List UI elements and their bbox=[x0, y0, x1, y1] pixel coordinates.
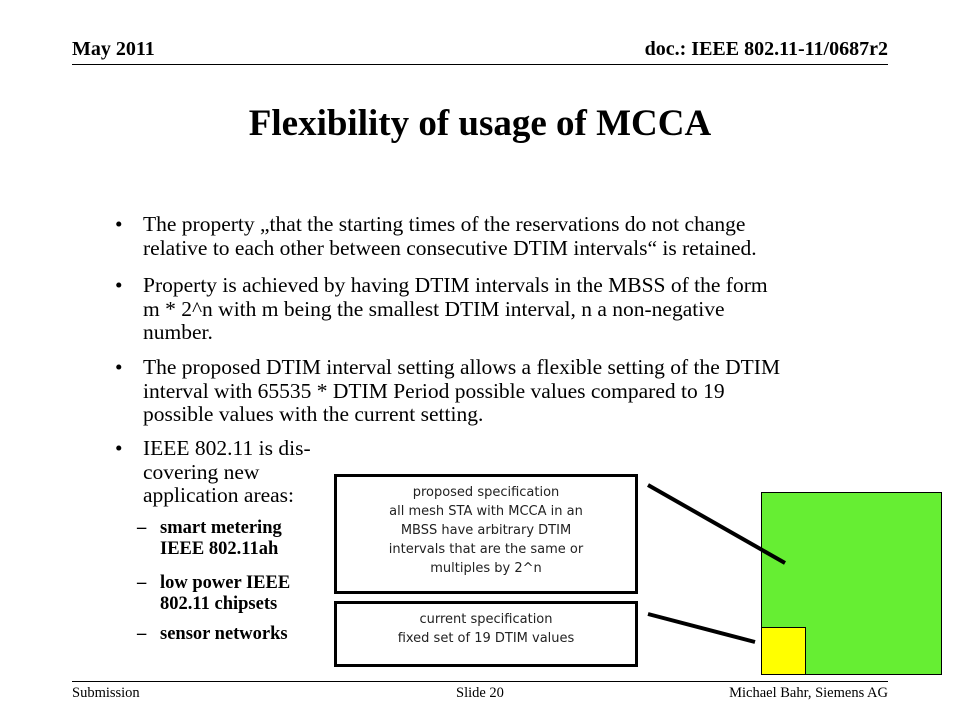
proposed-spec-line: multiples by 2^n bbox=[430, 561, 542, 576]
sub-bullet-line: sensor networks bbox=[160, 624, 288, 644]
proposed-spec-line: all mesh STA with MCCA in an bbox=[389, 504, 583, 519]
bullet-line: possible values with the current setting. bbox=[143, 402, 484, 426]
bullet-line: covering new bbox=[143, 459, 260, 484]
bullet-dot: • bbox=[115, 355, 123, 379]
header-doc-id: doc.: IEEE 802.11-11/0687r2 bbox=[644, 38, 888, 60]
bullet-line: number. bbox=[143, 320, 213, 344]
slide-title: Flexibility of usage of MCCA bbox=[248, 103, 712, 144]
sub-bullet-line: smart metering bbox=[160, 518, 282, 538]
connector-line-proposed bbox=[648, 485, 785, 563]
header-date: May 2011 bbox=[72, 38, 155, 60]
proposed-spec-line: proposed specification bbox=[412, 485, 560, 500]
sub-bullet-dash: – bbox=[137, 573, 147, 593]
bullet-dot: • bbox=[115, 212, 123, 236]
bullet-line: m * 2^n with m being the smallest DTIM interval, n a non-negative bbox=[143, 296, 725, 321]
bullet-line: IEEE 802.11 is dis- bbox=[143, 436, 311, 460]
footer-submission: Submission bbox=[72, 685, 140, 701]
bullet-dot: • bbox=[115, 273, 123, 297]
bullet-dot: • bbox=[115, 436, 123, 460]
bullet-line: interval with 65535 * DTIM Period possible values compared to 19 bbox=[143, 378, 725, 403]
sub-bullet-line: low power IEEE bbox=[160, 573, 291, 593]
sub-bullet-dash: – bbox=[137, 518, 147, 538]
proposed-spec-line: MBSS have arbitrary DTIM bbox=[400, 523, 572, 538]
bullet-line: The property „that the starting times of the reservations do not change bbox=[143, 212, 746, 236]
current-spec-line: current specification bbox=[419, 612, 553, 627]
bullet-line: Property is achieved by having DTIM intervals in the MBSS of the form bbox=[143, 273, 768, 297]
sub-bullet-dash: – bbox=[137, 624, 147, 644]
footer-rule bbox=[72, 681, 888, 682]
bullet-line: relative to each other between consecutive DTIM intervals“ is retained. bbox=[143, 235, 757, 260]
current-spec-line: fixed set of 19 DTIM values bbox=[397, 631, 575, 646]
sub-bullet-line: IEEE 802.11ah bbox=[160, 539, 279, 559]
sub-bullet-line: 802.11 chipsets bbox=[160, 594, 278, 614]
footer-author: Michael Bahr, Siemens AG bbox=[729, 685, 888, 701]
bullet-line: The proposed DTIM interval setting allows a flexible setting of the DTIM bbox=[143, 355, 781, 379]
connector-line-current bbox=[648, 614, 755, 642]
footer-slide-number: Slide 20 bbox=[456, 685, 504, 701]
proposed-spec-line: intervals that are the same or bbox=[388, 542, 584, 557]
bullet-line: application areas: bbox=[143, 483, 295, 507]
